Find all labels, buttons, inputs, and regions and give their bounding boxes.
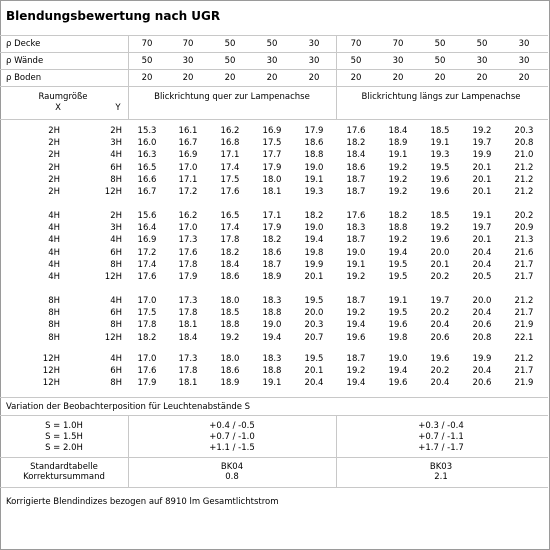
ugr-value: 20.4 [430, 320, 450, 331]
x-header: X [55, 103, 61, 113]
ugr-value: 19.6 [388, 320, 408, 331]
ugr-value: 18.7 [346, 187, 366, 197]
ugr-value: 21.2 [514, 187, 534, 197]
ugr-value: 22.1 [514, 332, 534, 343]
ugr-value: 19.6 [430, 235, 450, 246]
row-y: 6H [110, 366, 122, 377]
ugr-value: 16.8 [220, 138, 240, 149]
ugr-value: 20.4 [430, 378, 450, 389]
row-y: 8H [110, 259, 122, 270]
divider [0, 457, 548, 458]
ugr-value: 21.2 [514, 296, 534, 306]
ugr-value: 16.2 [178, 211, 198, 221]
ugr-value: 19.1 [304, 174, 324, 185]
ugr-value: 18.3 [346, 223, 366, 234]
row-x: 8H [48, 308, 60, 319]
divider [0, 119, 548, 120]
ugr-value: 19.2 [388, 187, 408, 197]
ugr-value: 16.2 [220, 126, 240, 136]
ugr-value: 19.0 [262, 320, 282, 331]
ugr-value: 19.2 [472, 126, 492, 136]
ugr-value: 17.0 [137, 354, 157, 364]
ugr-value: 17.4 [220, 162, 240, 173]
divider [0, 52, 548, 53]
row-x: 2H [48, 138, 60, 149]
row-x: 8H [48, 296, 60, 306]
ugr-value: 17.0 [178, 162, 198, 173]
ugr-value: 17.0 [137, 296, 157, 306]
ugr-value: 16.6 [137, 174, 157, 185]
ugr-value: 19.9 [472, 354, 492, 364]
ugr-value: 18.5 [430, 211, 450, 221]
view-cross-header: Blickrichtung quer zur Lampenachse [154, 92, 310, 102]
ugr-value: 18.6 [220, 272, 240, 282]
reflectance-value: 30 [182, 56, 194, 66]
ugr-value: 17.3 [178, 235, 198, 246]
ugr-value: 21.9 [514, 378, 534, 389]
ugr-value: 19.7 [472, 138, 492, 149]
ugr-value: 18.7 [346, 235, 366, 246]
ugr-value: 18.8 [262, 366, 282, 377]
divider [336, 86, 337, 119]
row-y: 3H [110, 138, 122, 149]
ugr-value: 20.1 [472, 235, 492, 246]
row-y: 8H [110, 320, 122, 331]
ugr-value: 19.9 [472, 150, 492, 161]
view-along-header: Blickrichtung längs zur Lampenachse [361, 92, 521, 102]
row-y: 6H [110, 308, 122, 319]
divider [128, 415, 129, 487]
row-x: 4H [48, 272, 60, 282]
ugr-value: 18.2 [346, 138, 366, 149]
ugr-value: 18.7 [346, 354, 366, 364]
ugr-value: 17.9 [137, 378, 157, 389]
ugr-value: 18.9 [388, 138, 408, 149]
ugr-value: 18.4 [220, 259, 240, 270]
ugr-value: 17.9 [262, 162, 282, 173]
row-x: 12H [42, 378, 60, 389]
ugr-value: 15.3 [137, 126, 157, 136]
ugr-value: 20.9 [514, 223, 534, 234]
ugr-value: 15.6 [137, 211, 157, 221]
row-y: 8H [110, 174, 122, 185]
ugr-value: 17.9 [178, 272, 198, 282]
ugr-value: 19.4 [304, 235, 324, 246]
ugr-value: 19.5 [388, 272, 408, 282]
ugr-value: 20.4 [304, 378, 324, 389]
ugr-value: 19.1 [388, 150, 408, 161]
reflectance-value: 30 [392, 56, 404, 66]
ugr-value: 20.4 [472, 247, 492, 258]
ugr-value: 18.1 [262, 187, 282, 197]
ugr-value: 19.6 [388, 378, 408, 389]
ugr-value: 18.2 [388, 211, 408, 221]
ugr-value: 18.7 [346, 296, 366, 306]
ugr-value: 19.7 [430, 296, 450, 306]
reflectance-label: ρ Wände [6, 56, 44, 66]
row-x: 2H [48, 162, 60, 173]
ugr-value: 18.8 [388, 223, 408, 234]
reflectance-label: ρ Decke [6, 39, 41, 49]
ugr-value: 20.1 [472, 174, 492, 185]
footnote: Korrigierte Blendindizes bezogen auf 8910 lm Gesamtlichtstrom [6, 497, 279, 507]
reflectance-value: 50 [224, 56, 236, 66]
ugr-value: 21.7 [514, 366, 534, 377]
ugr-value: 18.8 [304, 150, 324, 161]
reflectance-value: 20 [141, 73, 153, 83]
ugr-value: 16.1 [178, 126, 198, 136]
ugr-value: 18.2 [262, 235, 282, 246]
ugr-value: 17.6 [178, 247, 198, 258]
ugr-value: 18.8 [262, 308, 282, 319]
ugr-value: 19.4 [346, 320, 366, 331]
ugr-value: 20.6 [472, 320, 492, 331]
ugr-value: 19.8 [304, 247, 324, 258]
reflectance-value: 50 [350, 56, 362, 66]
row-x: 8H [48, 332, 60, 343]
ugr-value: 19.2 [430, 223, 450, 234]
ugr-value: 19.3 [304, 187, 324, 197]
ugr-value: 19.0 [304, 162, 324, 173]
row-x: 2H [48, 187, 60, 197]
variation-along: +1.7 / -1.7 [418, 443, 464, 453]
ugr-value: 20.8 [472, 332, 492, 343]
reflectance-value: 50 [224, 39, 236, 49]
row-y: 12H [104, 332, 122, 343]
divider [0, 397, 548, 398]
row-x: 4H [48, 247, 60, 258]
ugr-value: 17.6 [220, 187, 240, 197]
correction-along: 2.1 [434, 472, 448, 482]
ugr-value: 20.3 [514, 126, 534, 136]
reflectance-value: 30 [476, 56, 488, 66]
ugr-value: 20.1 [472, 162, 492, 173]
ugr-value: 17.4 [137, 259, 157, 270]
reflectance-value: 20 [224, 73, 236, 83]
ugr-value: 16.7 [137, 187, 157, 197]
row-x: 12H [42, 354, 60, 364]
ugr-value: 19.2 [346, 308, 366, 319]
page-title: Blendungsbewertung nach UGR [6, 9, 221, 23]
ugr-value: 17.8 [178, 259, 198, 270]
row-y: 12H [104, 272, 122, 282]
divider [336, 35, 337, 86]
ugr-value: 17.6 [346, 211, 366, 221]
standard-table-cross: BK04 [220, 462, 244, 472]
room-size-header: Raumgröße [38, 92, 88, 102]
ugr-value: 17.0 [178, 223, 198, 234]
ugr-value: 20.8 [514, 138, 534, 149]
ugr-value: 18.7 [346, 174, 366, 185]
ugr-value: 17.4 [220, 223, 240, 234]
row-y: 4H [110, 354, 122, 364]
ugr-value: 17.1 [178, 174, 198, 185]
ugr-value: 18.3 [262, 296, 282, 306]
ugr-value: 16.5 [220, 211, 240, 221]
ugr-value: 17.9 [262, 223, 282, 234]
ugr-value: 18.4 [346, 150, 366, 161]
reflectance-value: 50 [434, 39, 446, 49]
ugr-value: 19.5 [430, 162, 450, 173]
ugr-value: 17.1 [262, 211, 282, 221]
row-y: 4H [110, 296, 122, 306]
reflectance-value: 30 [308, 39, 320, 49]
y-header: Y [115, 103, 121, 113]
ugr-value: 20.2 [514, 211, 534, 221]
ugr-value: 19.5 [304, 354, 324, 364]
divider [0, 86, 548, 87]
divider [0, 69, 548, 70]
ugr-value: 18.8 [220, 320, 240, 331]
ugr-value: 16.3 [137, 150, 157, 161]
correction-label: Korrektursummand [23, 472, 105, 482]
ugr-value: 20.1 [472, 187, 492, 197]
row-y: 3H [110, 223, 122, 234]
ugr-value: 16.4 [137, 223, 157, 234]
row-x: 4H [48, 235, 60, 246]
ugr-value: 20.1 [430, 259, 450, 270]
reflectance-value: 20 [350, 73, 362, 83]
ugr-value: 17.2 [178, 187, 198, 197]
ugr-value: 19.5 [304, 296, 324, 306]
ugr-value: 17.1 [220, 150, 240, 161]
ugr-value: 18.2 [137, 332, 157, 343]
ugr-value: 19.6 [430, 187, 450, 197]
divider [0, 487, 548, 488]
divider [0, 35, 548, 36]
ugr-value: 20.1 [304, 272, 324, 282]
spacing-label: S = 1.5H [45, 432, 83, 442]
reflectance-value: 70 [182, 39, 194, 49]
ugr-value: 21.3 [514, 235, 534, 246]
ugr-value: 20.2 [430, 308, 450, 319]
ugr-value: 19.6 [430, 354, 450, 364]
reflectance-value: 70 [392, 39, 404, 49]
ugr-value: 18.6 [346, 162, 366, 173]
ugr-value: 21.9 [514, 320, 534, 331]
ugr-value: 18.2 [220, 247, 240, 258]
reflectance-value: 20 [434, 73, 446, 83]
standard-table-label: Standardtabelle [30, 462, 98, 472]
ugr-value: 19.1 [472, 211, 492, 221]
row-x: 2H [48, 150, 60, 161]
variation-cross: +0.7 / -1.0 [209, 432, 255, 442]
ugr-value: 20.2 [430, 366, 450, 377]
ugr-value: 20.4 [472, 259, 492, 270]
ugr-value: 19.1 [346, 259, 366, 270]
ugr-value: 17.5 [220, 174, 240, 185]
reflectance-value: 30 [308, 56, 320, 66]
ugr-value: 18.4 [178, 332, 198, 343]
reflectance-value: 30 [518, 56, 530, 66]
variation-cross: +1.1 / -1.5 [209, 443, 255, 453]
ugr-value: 19.1 [388, 296, 408, 306]
ugr-value: 18.2 [304, 211, 324, 221]
ugr-value: 16.9 [262, 126, 282, 136]
reflectance-value: 50 [476, 39, 488, 49]
row-y: 12H [104, 187, 122, 197]
variation-along: +0.7 / -1.1 [418, 432, 464, 442]
divider [0, 415, 548, 416]
ugr-value: 18.9 [262, 272, 282, 282]
ugr-value: 16.0 [137, 138, 157, 149]
ugr-value: 17.3 [178, 296, 198, 306]
ugr-value: 20.7 [304, 332, 324, 343]
ugr-value: 21.6 [514, 247, 534, 258]
ugr-value: 20.0 [472, 296, 492, 306]
row-y: 6H [110, 247, 122, 258]
ugr-value: 18.6 [220, 366, 240, 377]
ugr-value: 18.0 [262, 174, 282, 185]
row-x: 8H [48, 320, 60, 331]
ugr-value: 19.5 [388, 259, 408, 270]
divider [128, 86, 129, 119]
ugr-value: 19.2 [388, 174, 408, 185]
ugr-value: 19.0 [304, 223, 324, 234]
ugr-value: 20.6 [472, 378, 492, 389]
row-x: 4H [48, 211, 60, 221]
ugr-value: 19.0 [346, 247, 366, 258]
ugr-value: 20.0 [430, 247, 450, 258]
reflectance-value: 50 [266, 39, 278, 49]
ugr-value: 17.8 [137, 320, 157, 331]
ugr-value: 19.1 [262, 378, 282, 389]
ugr-value: 19.8 [388, 332, 408, 343]
ugr-value: 19.4 [388, 366, 408, 377]
ugr-value: 16.7 [178, 138, 198, 149]
ugr-value: 19.2 [388, 235, 408, 246]
ugr-value: 17.8 [178, 366, 198, 377]
row-y: 6H [110, 162, 122, 173]
correction-cross: 0.8 [225, 472, 239, 482]
ugr-value: 19.4 [346, 378, 366, 389]
ugr-value: 17.8 [178, 308, 198, 319]
ugr-value: 17.3 [178, 354, 198, 364]
ugr-value: 17.9 [304, 126, 324, 136]
row-y: 8H [110, 378, 122, 389]
ugr-value: 20.3 [304, 320, 324, 331]
ugr-value: 19.2 [220, 332, 240, 343]
ugr-value: 21.7 [514, 272, 534, 282]
ugr-value: 21.0 [514, 150, 534, 161]
ugr-value: 18.6 [304, 138, 324, 149]
ugr-value: 17.7 [262, 150, 282, 161]
ugr-value: 19.2 [388, 162, 408, 173]
row-x: 2H [48, 126, 60, 136]
ugr-value: 20.1 [304, 366, 324, 377]
ugr-value: 17.6 [137, 272, 157, 282]
reflectance-value: 20 [392, 73, 404, 83]
ugr-value: 19.4 [262, 332, 282, 343]
ugr-value: 17.5 [262, 138, 282, 149]
ugr-value: 19.9 [304, 259, 324, 270]
row-x: 2H [48, 174, 60, 185]
ugr-value: 18.1 [178, 378, 198, 389]
ugr-value: 18.9 [220, 378, 240, 389]
ugr-value: 18.4 [388, 126, 408, 136]
reflectance-value: 20 [476, 73, 488, 83]
ugr-value: 19.0 [388, 354, 408, 364]
ugr-value: 20.2 [430, 272, 450, 282]
ugr-value: 20.6 [430, 332, 450, 343]
reflectance-value: 20 [518, 73, 530, 83]
ugr-value: 18.6 [262, 247, 282, 258]
ugr-value: 19.1 [430, 138, 450, 149]
ugr-value: 21.2 [514, 174, 534, 185]
ugr-value: 18.3 [262, 354, 282, 364]
ugr-value: 18.5 [430, 126, 450, 136]
ugr-value: 17.8 [220, 235, 240, 246]
ugr-value: 16.9 [137, 235, 157, 246]
ugr-value: 18.7 [262, 259, 282, 270]
ugr-value: 19.2 [346, 272, 366, 282]
divider [336, 415, 337, 487]
ugr-value: 19.3 [430, 150, 450, 161]
ugr-value: 20.0 [304, 308, 324, 319]
ugr-value: 21.7 [514, 308, 534, 319]
reflectance-value: 20 [308, 73, 320, 83]
spacing-label: S = 1.0H [45, 421, 83, 431]
reflectance-value: 70 [350, 39, 362, 49]
ugr-value: 17.6 [346, 126, 366, 136]
ugr-value: 21.2 [514, 162, 534, 173]
ugr-value: 17.5 [137, 308, 157, 319]
variation-along: +0.3 / -0.4 [418, 421, 464, 431]
row-x: 12H [42, 366, 60, 377]
ugr-value: 16.5 [137, 162, 157, 173]
ugr-value: 19.5 [388, 308, 408, 319]
reflectance-value: 50 [141, 56, 153, 66]
ugr-value: 20.5 [472, 272, 492, 282]
reflectance-value: 20 [182, 73, 194, 83]
reflectance-value: 30 [518, 39, 530, 49]
reflectance-label: ρ Boden [6, 73, 42, 83]
spacing-label: S = 2.0H [45, 443, 83, 453]
variation-cross: +0.4 / -0.5 [209, 421, 255, 431]
row-y: 2H [110, 211, 122, 221]
ugr-value: 19.4 [388, 247, 408, 258]
row-y: 4H [110, 235, 122, 246]
ugr-value: 19.6 [346, 332, 366, 343]
reflectance-value: 50 [434, 56, 446, 66]
ugr-value: 18.5 [220, 308, 240, 319]
reflectance-value: 30 [266, 56, 278, 66]
ugr-value: 19.2 [346, 366, 366, 377]
ugr-value: 20.4 [472, 366, 492, 377]
ugr-value: 20.4 [472, 308, 492, 319]
row-y: 4H [110, 150, 122, 161]
ugr-value: 17.2 [137, 247, 157, 258]
ugr-value: 18.0 [220, 354, 240, 364]
ugr-value: 19.7 [472, 223, 492, 234]
ugr-value: 19.6 [430, 174, 450, 185]
row-x: 4H [48, 223, 60, 234]
reflectance-value: 20 [266, 73, 278, 83]
row-y: 2H [110, 126, 122, 136]
row-x: 4H [48, 259, 60, 270]
ugr-value: 18.0 [220, 296, 240, 306]
ugr-value: 21.2 [514, 354, 534, 364]
ugr-value: 18.1 [178, 320, 198, 331]
ugr-value: 21.7 [514, 259, 534, 270]
ugr-value: 17.6 [137, 366, 157, 377]
reflectance-value: 70 [141, 39, 153, 49]
ugr-value: 16.9 [178, 150, 198, 161]
standard-table-along: BK03 [429, 462, 453, 472]
variation-caption: Variation der Beobachterposition für Leuchtenabstände S [6, 402, 251, 412]
